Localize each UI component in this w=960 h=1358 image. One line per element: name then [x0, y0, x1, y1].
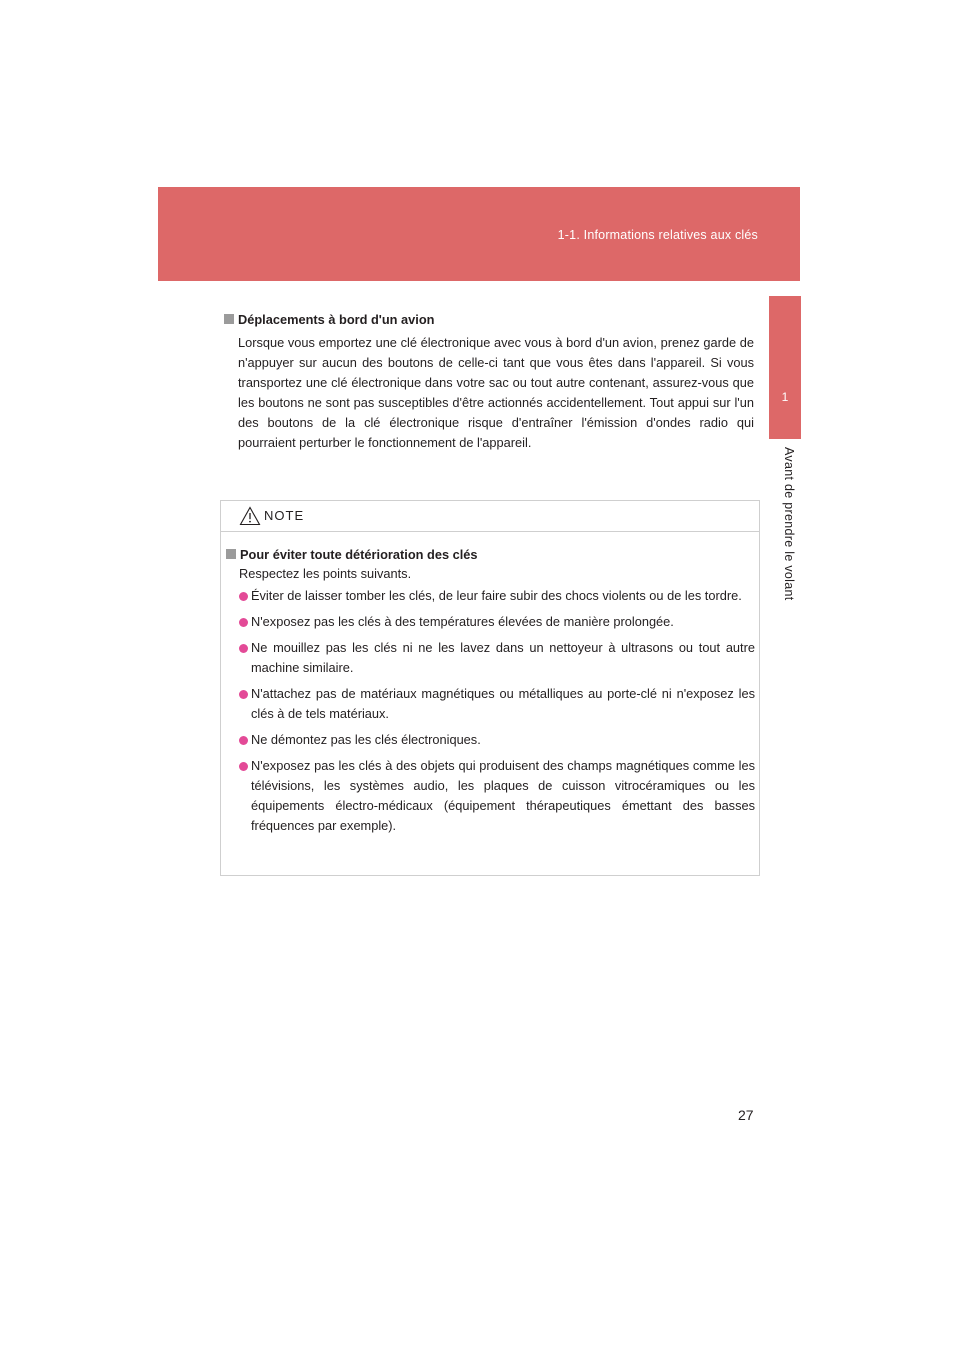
note-body: [226, 544, 755, 842]
square-bullet-icon: [224, 314, 234, 324]
list-item-text: N'exposez pas les clés à des températures élevées de manière prolongée.: [251, 614, 674, 629]
bullet-dot-icon: [239, 644, 248, 653]
list-item: [226, 638, 755, 678]
note-header: [221, 501, 759, 532]
bullet-dot-icon: [239, 592, 248, 601]
list-item: [226, 586, 755, 606]
chapter-label: Avant de prendre le volant: [782, 447, 796, 601]
bullet-dot-icon: [239, 762, 248, 771]
note-bullet-list: [226, 586, 755, 836]
section-airplane: [224, 309, 754, 454]
list-item: [226, 756, 755, 836]
list-item-text: N'exposez pas les clés à des objets qui produisent des champs magnétiques comme les télévisions, les systèmes audio, les plaques de cuisson vitrocéramiques ou les équipements électro-médicaux (équipement thérapeutiques émettant des basses fréquences par exemple).: [251, 758, 755, 833]
list-item: [226, 730, 755, 750]
chapter-number: 1: [781, 390, 789, 404]
note-heading: Pour éviter toute détérioration des clés: [240, 546, 478, 562]
section-title: 1-1. Informations relatives aux clés: [557, 228, 758, 242]
chapter-tab[interactable]: [769, 296, 801, 439]
section-heading: Déplacements à bord d'un avion: [238, 311, 435, 327]
list-item-text: Ne démontez pas les clés électroniques.: [251, 732, 481, 747]
note-box: [220, 500, 760, 876]
list-item-text: N'attachez pas de matériaux magnétiques ou métalliques au porte-clé ni n'exposez les clés à de tels matériaux.: [251, 686, 755, 721]
note-intro: Respectez les points suivants.: [239, 566, 412, 581]
list-item: [226, 684, 755, 724]
bullet-dot-icon: [239, 618, 248, 627]
list-item-text: Éviter de laisser tomber les clés, de leur faire subir des chocs violents ou de les tordre.: [251, 588, 742, 603]
bullet-dot-icon: [239, 690, 248, 699]
page-number: 27: [738, 1107, 754, 1123]
header-band: [158, 187, 800, 281]
bullet-dot-icon: [239, 736, 248, 745]
list-item-text: Ne mouillez pas les clés ni ne les lavez dans un nettoyeur à ultrasons ou tout autre machine similaire.: [251, 640, 755, 675]
warning-triangle-icon: [239, 506, 261, 526]
section-paragraph: Lorsque vous emportez une clé électronique avec vous à bord d'un avion, prenez garde de n'appuyer sur aucun des boutons de celle-ci tant que vous êtes dans l'appareil. Si vous transportez une clé électronique dans votre sac ou tout autre contenant, assurez-vous que les boutons ne sont pas susceptibles d'être actionnés accidentellement. Tout appui sur l'un des boutons de la clé électronique risque d'entraîner l'émission d'ondes radio qui pourraient perturber le fonctionnement de l'appareil.: [238, 335, 754, 451]
square-bullet-icon: [226, 549, 236, 559]
list-item: [226, 612, 755, 632]
note-title: NOTE: [264, 508, 305, 523]
